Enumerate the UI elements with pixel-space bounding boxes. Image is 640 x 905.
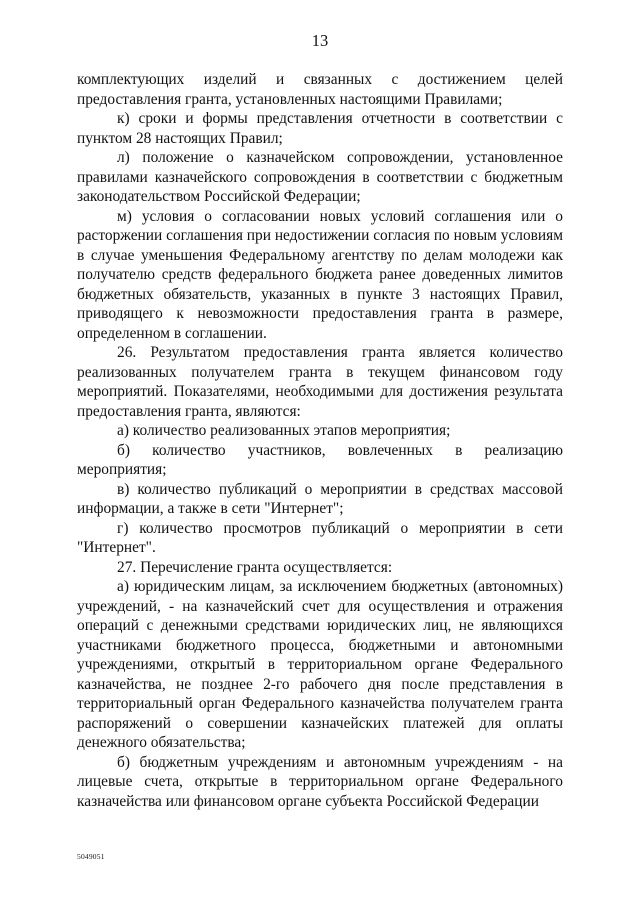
paragraph-26-item-g: г) количество просмотров публикаций о мероприятии в сети "Интернет".	[77, 519, 563, 556]
paragraph-section-26: 26. Результатом предоставления гранта является количество реализованных получателем гранта в текущем финансовом году мероприятий. Показателями, необходимыми для достижения результата предоставления гранта, являются:	[77, 344, 563, 420]
paragraph-section-27: 27. Перечисление гранта осуществляется:	[117, 558, 393, 576]
paragraph-26-item-a: а) количество реализованных этапов мероприятия;	[117, 422, 451, 439]
paragraph-continuation: комплектующих изделий и связанных с достижением целей предоставления гранта, установленных настоящими Правилами;	[77, 71, 563, 108]
document-code: 5049051	[77, 852, 105, 861]
document-body	[77, 70, 563, 811]
paragraph-item-m: м) условия о согласовании новых условий соглашения или о расторжении соглашения при недостижении согласия по новым условиям в случае уменьшения Федеральному агентству по делам молодежи как получателю средств федерального бюджета ранее доведенных лимитов бюджетных обязательств, указанных в пункте 3 настоящих Правил, приводящего к невозможности предоставления гранта в размере, определенном в соглашении.	[77, 207, 563, 342]
paragraph-item-l: л) положение о казначейском сопровождении, установленное правилами казначейского сопровождения в соответствии с бюджетным законодательством Российской Федерации;	[77, 149, 563, 205]
paragraph-item-k: к) сроки и формы представления отчетности в соответствии с пунктом 28 настоящих Правил;	[77, 110, 563, 147]
paragraph-26-item-v: в) количество публикаций о мероприятии в средствах массовой информации, а также в сети "Интернет";	[77, 480, 563, 517]
paragraph-26-item-b: б) количество участников, вовлеченных в реализацию мероприятия;	[77, 441, 563, 478]
page-number: 13	[311, 31, 329, 50]
paragraph-27-item-a: а) юридическим лицам, за исключением бюджетных (автономных) учреждений, - на казначейский счет для осуществления и отражения операций с денежными средствами юридических лиц, не являющихся участниками бюджетного процесса, бюджетными и автономными учреждениями, открытый в территориальном органе Федерального казначейства, не позднее 2-го рабочего дня после представления в территориальный орган Федерального казначейства получателем гранта распоряжений о совершении казначейских платежей для оплаты денежного обязательства;	[77, 578, 563, 751]
paragraph-27-item-b: б) бюджетным учреждениям и автономным учреждениям - на лицевые счета, открытые в территориальном органе Федерального казначейства или финансовом органе субъекта Российской Федерации	[77, 753, 563, 810]
